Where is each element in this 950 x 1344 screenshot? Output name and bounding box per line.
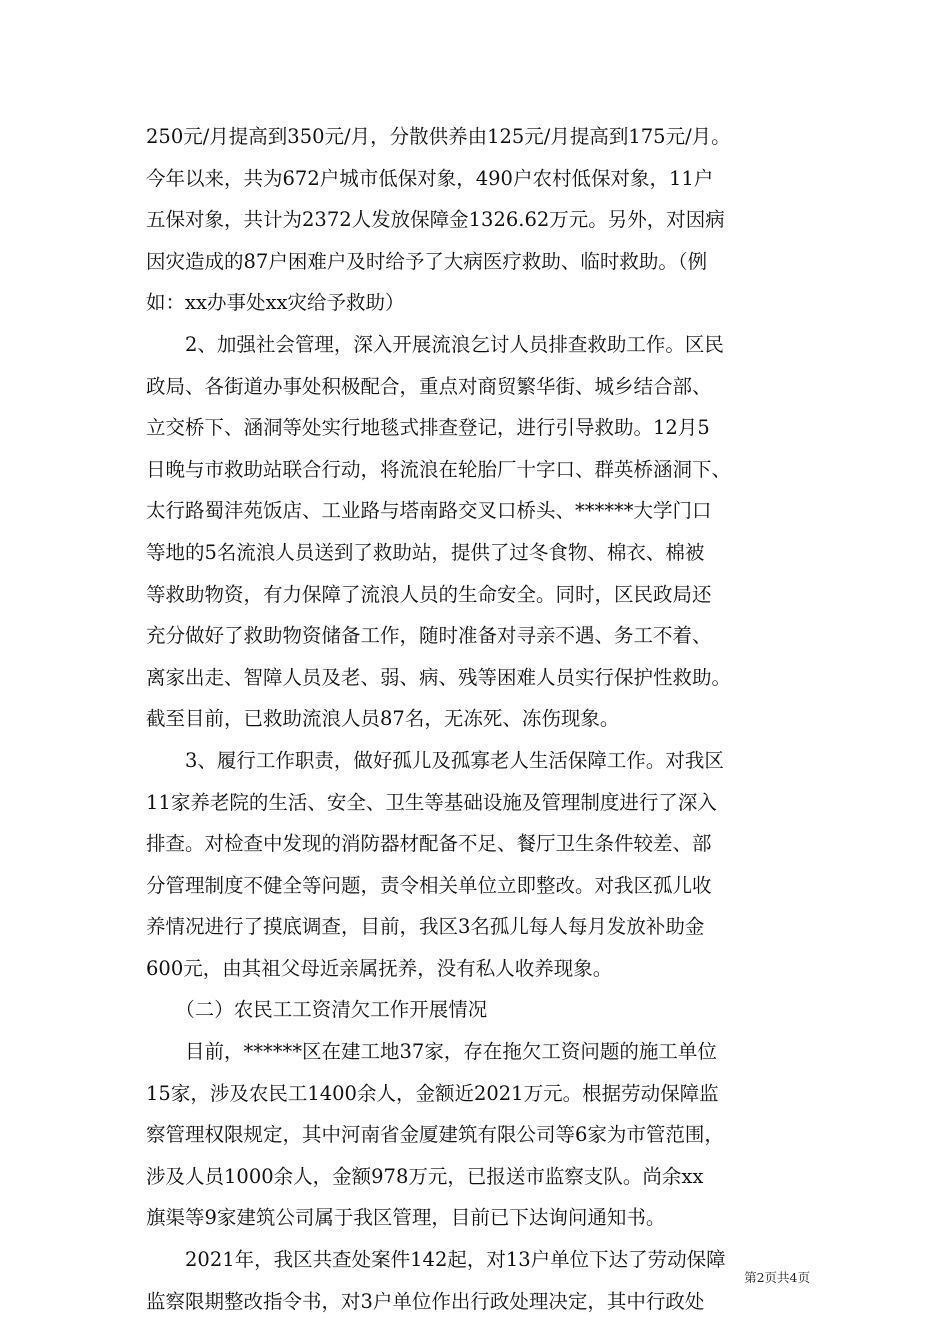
- body-line: 充分做好了救助物资储备工作，随时准备对寻亲不遇、务工不着、: [146, 624, 712, 648]
- body-line: 600元，由其祖父母近亲属抚养，没有私人收养现象。: [146, 956, 613, 980]
- section-heading: （二）农民工工资清欠工作开展情况: [146, 998, 488, 1022]
- body-line: 因灾造成的87户困难户及时给予了大病医疗救助、临时救助。（例: [146, 249, 708, 273]
- body-line: 3、履行工作职责，做好孤儿及孤寡老人生活保障工作。对我区: [146, 748, 724, 772]
- body-line: 日晚与市救助站联合行动，将流浪在轮胎厂十字口、群英桥涵洞下、: [146, 457, 732, 481]
- page-number: 第2页共4页: [744, 1270, 810, 1285]
- body-line: 察管理权限规定，其中河南省金厦建筑有限公司等6家为市管范围，: [146, 1123, 724, 1147]
- body-line: 监察限期整改指令书，对3户单位作出行政处理决定，其中行政处: [146, 1289, 705, 1313]
- body-line: 15家，涉及农民工1400余人，金额近2021万元。根据劳动保障监: [146, 1081, 719, 1105]
- body-line: 离家出走、智障人员及老、弱、病、残等困难人员实行保护性救助。: [146, 665, 732, 689]
- body-line: 截至目前，已救助流浪人员87名，无冻死、冻伤现象。: [146, 707, 620, 731]
- body-line: 2、加强社会管理，深入开展流浪乞讨人员排查救助工作。区民: [146, 332, 724, 356]
- body-line: 分管理制度不健全等问题，责令相关单位立即整改。对我区孤儿收: [146, 873, 712, 897]
- body-line: 排查。对检查中发现的消防器材配备不足、餐厅卫生条件较差、部: [146, 832, 712, 856]
- document-body: [146, 116, 806, 1322]
- body-line: 等地的5名流浪人员送到了救助站，提供了过冬食物、棉衣、棉被: [146, 540, 705, 564]
- body-line: 旗渠等9家建筑公司属于我区管理，目前已下达询问通知书。: [146, 1206, 666, 1230]
- body-line: 今年以来，共为672户城市低保对象，490户农村低保对象，11户: [146, 166, 714, 190]
- body-line: 养情况进行了摸底调查，目前，我区3名孤儿每人每月发放补助金: [146, 915, 705, 939]
- body-line: 如：xx办事处xx灾给予救助）: [146, 291, 405, 315]
- body-line: 等救助物资，有力保障了流浪人员的生命安全。同时，区民政局还: [146, 582, 712, 606]
- body-line: 五保对象，共计为2372人发放保障金1326.62万元。另外，对因病: [146, 208, 725, 232]
- body-line: 政局、各街道办事处积极配合，重点对商贸繁华街、城乡结合部、: [146, 374, 712, 398]
- body-line: 2021年，我区共查处案件142起，对13户单位下达了劳动保障: [146, 1248, 726, 1272]
- body-line: 涉及人员1000余人，金额978万元，已报送市监察支队。尚余xx: [146, 1164, 704, 1188]
- body-line: 目前，******区在建工地37家，存在拖欠工资问题的施工单位: [146, 1040, 717, 1064]
- body-line: 立交桥下、涵洞等处实行地毯式排查登记，进行引导救助。12月5: [146, 416, 710, 440]
- body-line: 太行路蜀沣苑饭店、工业路与塔南路交叉口桥头、******大学门口: [146, 499, 712, 523]
- body-line: 250元/月提高到350元/月，分散供养由125元/月提高到175元/月。: [146, 125, 731, 148]
- body-line: 11家养老院的生活、安全、卫生等基础设施及管理制度进行了深入: [146, 790, 717, 814]
